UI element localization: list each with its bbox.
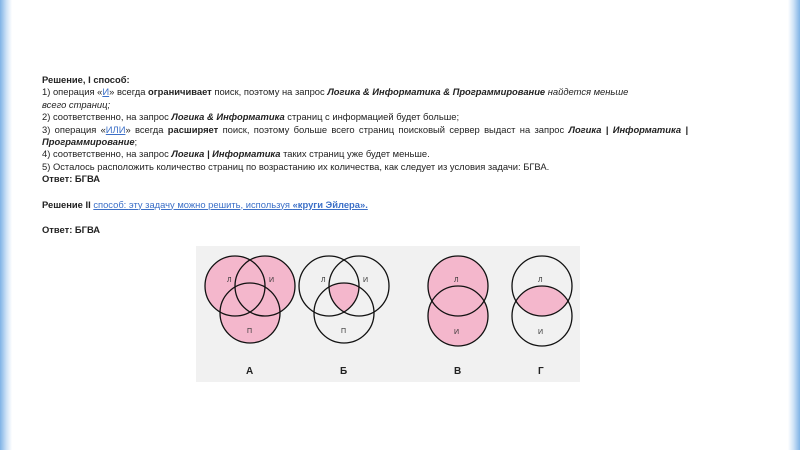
diagram-b-caption: Б xyxy=(340,366,348,377)
solution1-item4: 4) соответственно, на запрос Логика | Информатика таких страниц уже будет меньше. xyxy=(42,148,430,160)
diagram-b-label-l: Л xyxy=(321,277,326,284)
diagram-b xyxy=(299,256,389,377)
solution1-answer: Ответ: БГВА xyxy=(42,173,101,185)
euler-diagrams-panel xyxy=(196,246,580,382)
solution1-item3: 3) операция «ИЛИ» всегда расширяет поиск, поэтому больше всего страниц поисковый сервер выдаст на запрос Логика | Информатика | Программирование; xyxy=(42,123,689,148)
solution1-item1-cont: всего страниц; xyxy=(42,98,111,110)
diagram-g xyxy=(512,256,572,377)
diagram-a xyxy=(205,256,295,377)
euler-circles-link[interactable]: способ: эту задачу можно решить, используя «круги Эйлера». xyxy=(93,198,368,210)
diagram-g-label-i: И xyxy=(538,329,544,336)
solution1-heading: Решение, I способ: xyxy=(42,74,130,85)
diagram-a-label-l: Л xyxy=(227,277,232,284)
solution2-line: Решение II способ: эту задачу можно решить, используя «круги Эйлера». xyxy=(42,198,368,210)
diagram-a-label-i: И xyxy=(269,277,275,284)
diagram-v-caption: В xyxy=(454,366,462,377)
diagram-v xyxy=(428,256,488,377)
euler-diagrams-svg xyxy=(196,246,580,382)
slide-content xyxy=(42,74,688,236)
diagram-v-label-i: И xyxy=(454,329,460,336)
diagram-b-label-p: П xyxy=(341,328,347,335)
left-edge-gradient xyxy=(0,0,12,450)
diagram-a-label-p: П xyxy=(247,328,253,335)
or-operator-link[interactable]: ИЛИ xyxy=(105,123,126,135)
solution1-item5: 5) Осталось расположить количество страниц по возрастанию их количества, как следует из условия задачи: БГВА. xyxy=(42,160,550,172)
solution1-item1: 1) операция «И» всегда ограничивает поиск, поэтому на запрос Логика & Информатика & Программирование найдется меньше xyxy=(42,86,629,98)
and-operator-link[interactable]: И xyxy=(102,86,110,98)
diagram-g-label-l: Л xyxy=(538,277,543,284)
diagram-a-caption: А xyxy=(246,366,254,377)
diagram-b-label-i: И xyxy=(363,277,369,284)
diagram-g-caption: Г xyxy=(538,366,544,377)
solution2-answer: Ответ: БГВА xyxy=(42,224,101,236)
diagram-v-label-l: Л xyxy=(454,277,459,284)
solution1-item2: 2) соответственно, на запрос Логика & Информатика страниц с информацией будет больше; xyxy=(42,111,460,123)
right-edge-gradient xyxy=(788,0,800,450)
